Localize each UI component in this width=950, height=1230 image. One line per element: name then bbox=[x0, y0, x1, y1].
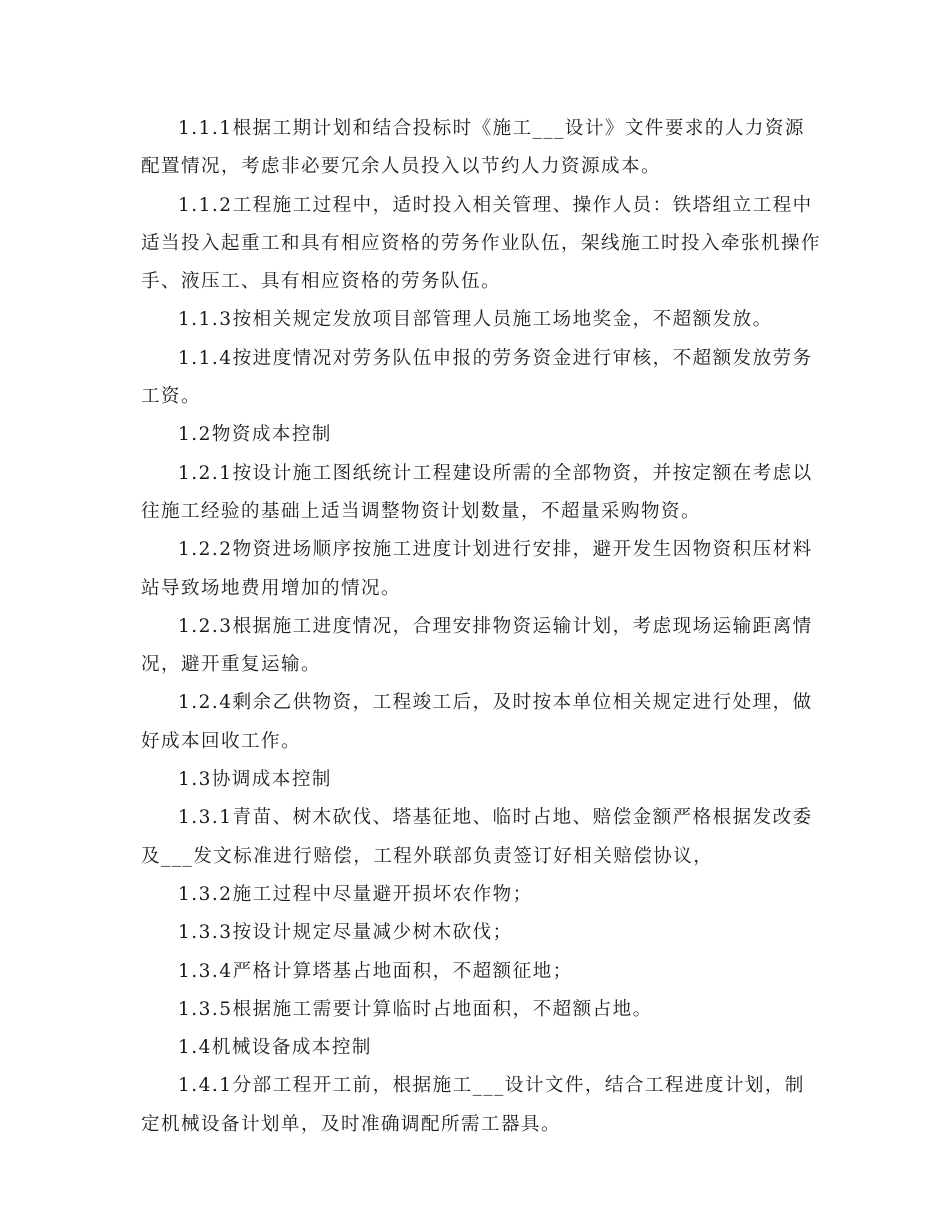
paragraph-1-1-3: 1.1.3按相关规定发放项目部管理人员施工场地奖金，不超额发放。 bbox=[178, 309, 773, 331]
paragraph-1-3-5: 1.3.5根据施工需要计算临时占地面积，不超额占地。 bbox=[178, 998, 653, 1020]
heading-1-4: 1.4机械设备成本控制 bbox=[178, 1037, 372, 1059]
paragraph-1-2-2: 1.2.2物资进场顺序按施工进度计划进行安排，避开发生因物资积压材料站导致场地费用增加的情况。 bbox=[141, 539, 813, 599]
paragraph-1-1-4: 1.1.4按进度情况对劳务队伍申报的劳务资金进行审核，不超额发放劳务工资。 bbox=[141, 347, 813, 408]
paragraph-1-1-1: 1.1.1根据工期计划和结合投标时《施工___设计》文件要求的人力资源配置情况，考虑非必要冗余人员投入以节约人力资源成本。 bbox=[141, 118, 805, 178]
heading-1-3: 1.3协调成本控制 bbox=[178, 769, 332, 791]
paragraph-1-2-1: 1.2.1按设计施工图纸统计工程建设所需的全部物资，并按定额在考虑以往施工经验的基础上适当调整物资计划数量，不超量采购物资。 bbox=[141, 462, 813, 522]
heading-1-2: 1.2物资成本控制 bbox=[178, 424, 332, 446]
paragraph-1-3-4: 1.3.4严格计算塔基占地面积，不超额征地； bbox=[178, 960, 573, 982]
paragraph-1-2-3: 1.2.3根据施工进度情况，合理安排物资运输计划，考虑现场运输距离情况，避开重复运输。 bbox=[141, 615, 813, 676]
paragraph-1-2-4: 1.2.4剩余乙供物资，工程竣工后，及时按本单位相关规定进行处理，做好成本回收工作。 bbox=[141, 692, 813, 752]
paragraph-1-4-1: 1.4.1分部工程开工前，根据施工___设计文件，结合工程进度计划，制定机械设备计划单，及时准确调配所需工器具。 bbox=[141, 1075, 805, 1135]
paragraph-1-1-2: 1.1.2工程施工过程中，适时投入相关管理、操作人员：铁塔组立工程中适当投入起重工和具有相应资格的劳务作业队伍，架线施工时投入牵张机操作手、液压工、具有相应资格的劳务队伍。 bbox=[141, 194, 822, 293]
paragraph-1-3-1: 1.3.1青苗、树木砍伐、塔基征地、临时占地、赔偿金额严格根据发改委及___发文标准进行赔偿，工程外联部负责签订好相关赔偿协议， bbox=[141, 807, 813, 867]
paragraph-1-3-2: 1.3.2施工过程中尽量避开损坏农作物； bbox=[178, 883, 533, 905]
document-body bbox=[141, 110, 821, 1144]
paragraph-1-3-3: 1.3.3按设计规定尽量减少树木砍伐； bbox=[178, 922, 513, 944]
